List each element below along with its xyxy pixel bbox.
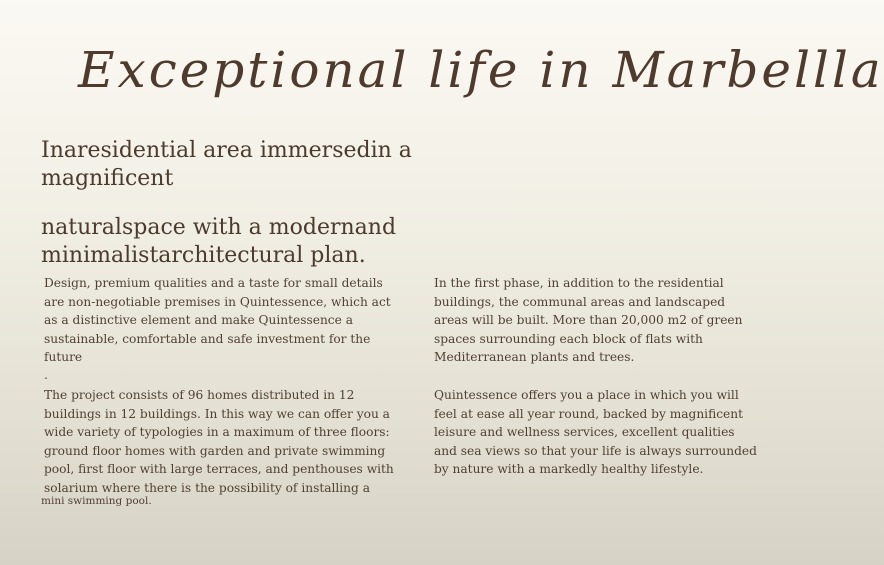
left-paragraph-design: Design, premium qualities and a taste for small details are non-negotiable premises in Quintessence, which act as a distinctive element and make Quintessence a sustainable, comfortable and safe investment for the future [44,276,391,364]
lead-heading-line-1: Inaresidential area immersedin a magnificent [41,138,412,191]
left-paragraph-project-tail: mini swimming pool. [41,495,152,507]
right-paragraph-lifestyle: Quintessence offers you a place in which you will feel at ease all year round, backed by magnificent leisure and wellness services, excellent qualities and sea views so that your life is always surrounded by nature with a markedly healthy lifestyle. [434,388,757,476]
lead-heading-line-2: naturalspace with a modernand minimalistarchitectural plan. [41,215,397,268]
page-title: Exceptional life in Marbellla [78,41,884,99]
right-paragraph-first-phase: In the first phase, in addition to the residential buildings, the communal areas and landscaped areas will be built. More than 20,000 m2 of green spaces surrounding each block of flats with Mediterranean plants and trees. [434,276,743,364]
left-paragraph-project: The project consists of 96 homes distributed in 12 buildings in 12 buildings. In this way we can offer you a wide variety of typologies in a maximum of three floors: ground floor homes with garden and private swimming pool, first floor with large terraces, and penthouses with solarium where there is the possibility of installing a [44,388,394,495]
paragraph-separator: . [44,368,48,382]
